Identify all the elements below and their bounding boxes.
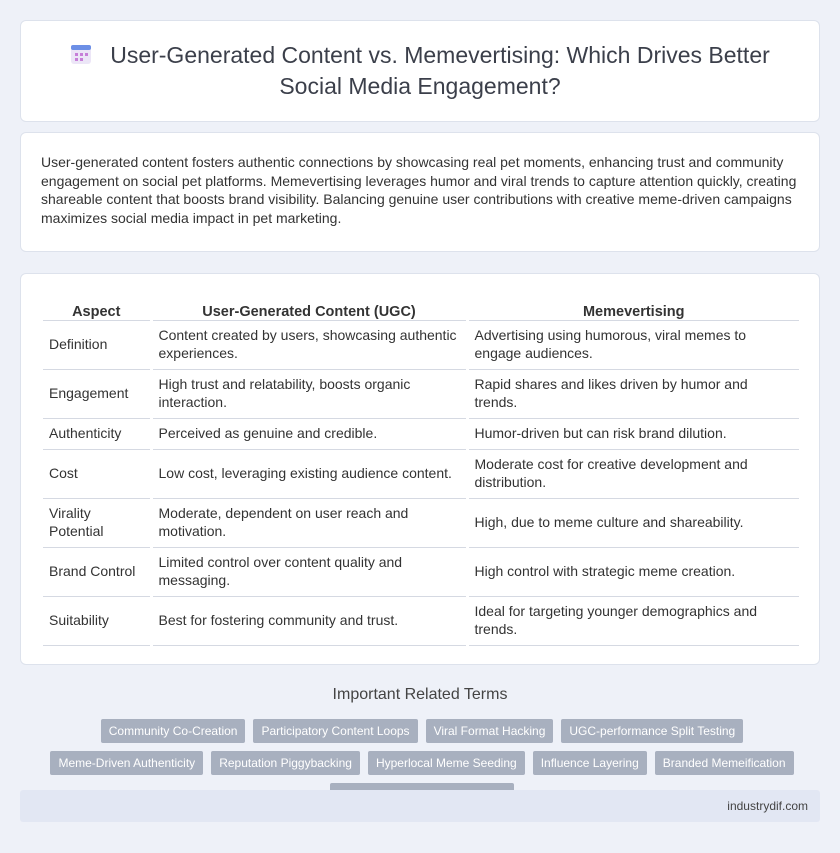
- comparison-table: [43, 294, 799, 646]
- table-header-row: [43, 294, 799, 320]
- table-row: [43, 596, 799, 645]
- meme-cell: High, due to meme culture and shareability.: [467, 498, 799, 547]
- ugc-cell: Low cost, leveraging existing audience content.: [151, 449, 467, 498]
- header-ugc: User-Generated Content (UGC): [151, 294, 467, 320]
- title-card: [20, 20, 820, 122]
- table-row: [43, 320, 799, 369]
- comparison-table-card: [20, 273, 820, 665]
- aspect-cell: Virality Potential: [43, 498, 151, 547]
- meme-cell: Rapid shares and likes driven by humor and trends.: [467, 369, 799, 418]
- aspect-cell: Definition: [43, 320, 151, 369]
- meme-cell: Ideal for targeting younger demographics and trends.: [467, 596, 799, 645]
- aspect-cell: Engagement: [43, 369, 151, 418]
- meme-cell: Advertising using humorous, viral memes to engage audiences.: [467, 320, 799, 369]
- related-tag[interactable]: Participatory Content Loops: [253, 719, 417, 743]
- related-terms-heading: Important Related Terms: [332, 686, 508, 703]
- meme-cell: Moderate cost for creative development and distribution.: [467, 449, 799, 498]
- intro-paragraph: User-generated content fosters authentic connections by showcasing real pet moments, enhancing trust and community engagement on social pet platforms. Memevertising leverages humor and viral trends to capture attention quickly, creating shareable content that boosts brand visibility. Balancing genuine user contributions with creative meme-driven campaigns maximizes social media impact in pet marketing.: [41, 154, 797, 226]
- ugc-cell: Content created by users, showcasing authentic experiences.: [151, 320, 467, 369]
- table-row: [43, 418, 799, 449]
- aspect-cell: Authenticity: [43, 418, 151, 449]
- ugc-cell: Perceived as genuine and credible.: [151, 418, 467, 449]
- related-tag[interactable]: Meme-Driven Authenticity: [50, 751, 203, 775]
- header-memevertising: Memevertising: [467, 294, 799, 320]
- ugc-cell: Moderate, dependent on user reach and motivation.: [151, 498, 467, 547]
- aspect-cell: Suitability: [43, 596, 151, 645]
- related-tag[interactable]: UGC-performance Split Testing: [561, 719, 743, 743]
- ugc-cell: Limited control over content quality and messaging.: [151, 547, 467, 596]
- aspect-cell: Brand Control: [43, 547, 151, 596]
- header-aspect: Aspect: [43, 294, 151, 320]
- related-tag[interactable]: Reputation Piggybacking: [211, 751, 360, 775]
- ugc-cell: Best for fostering community and trust.: [151, 596, 467, 645]
- page-title: [51, 40, 789, 102]
- title-wrap: [21, 21, 819, 121]
- footer: [20, 790, 820, 822]
- related-tag[interactable]: Viral Format Hacking: [426, 719, 554, 743]
- related-tag[interactable]: Hyperlocal Meme Seeding: [368, 751, 525, 775]
- related-tag[interactable]: Branded Memeification: [655, 751, 794, 775]
- table-row: [43, 449, 799, 498]
- ugc-cell: High trust and relatability, boosts organic interaction.: [151, 369, 467, 418]
- meme-cell: High control with strategic meme creation.: [467, 547, 799, 596]
- related-tag[interactable]: Community Co-Creation: [101, 719, 246, 743]
- calendar-grid-icon: [70, 43, 92, 65]
- meme-cell: Humor-driven but can risk brand dilution.: [467, 418, 799, 449]
- table-row: [43, 369, 799, 418]
- aspect-cell: Cost: [43, 449, 151, 498]
- footer-site-link[interactable]: industrydif.com: [727, 799, 808, 813]
- table-row: [43, 498, 799, 547]
- intro-card: [20, 132, 820, 252]
- page-title-text: User-Generated Content vs. Memevertising: Which Drives Better Social Media Engagement?: [110, 42, 770, 99]
- table-row: [43, 547, 799, 596]
- related-tag[interactable]: Influence Layering: [533, 751, 647, 775]
